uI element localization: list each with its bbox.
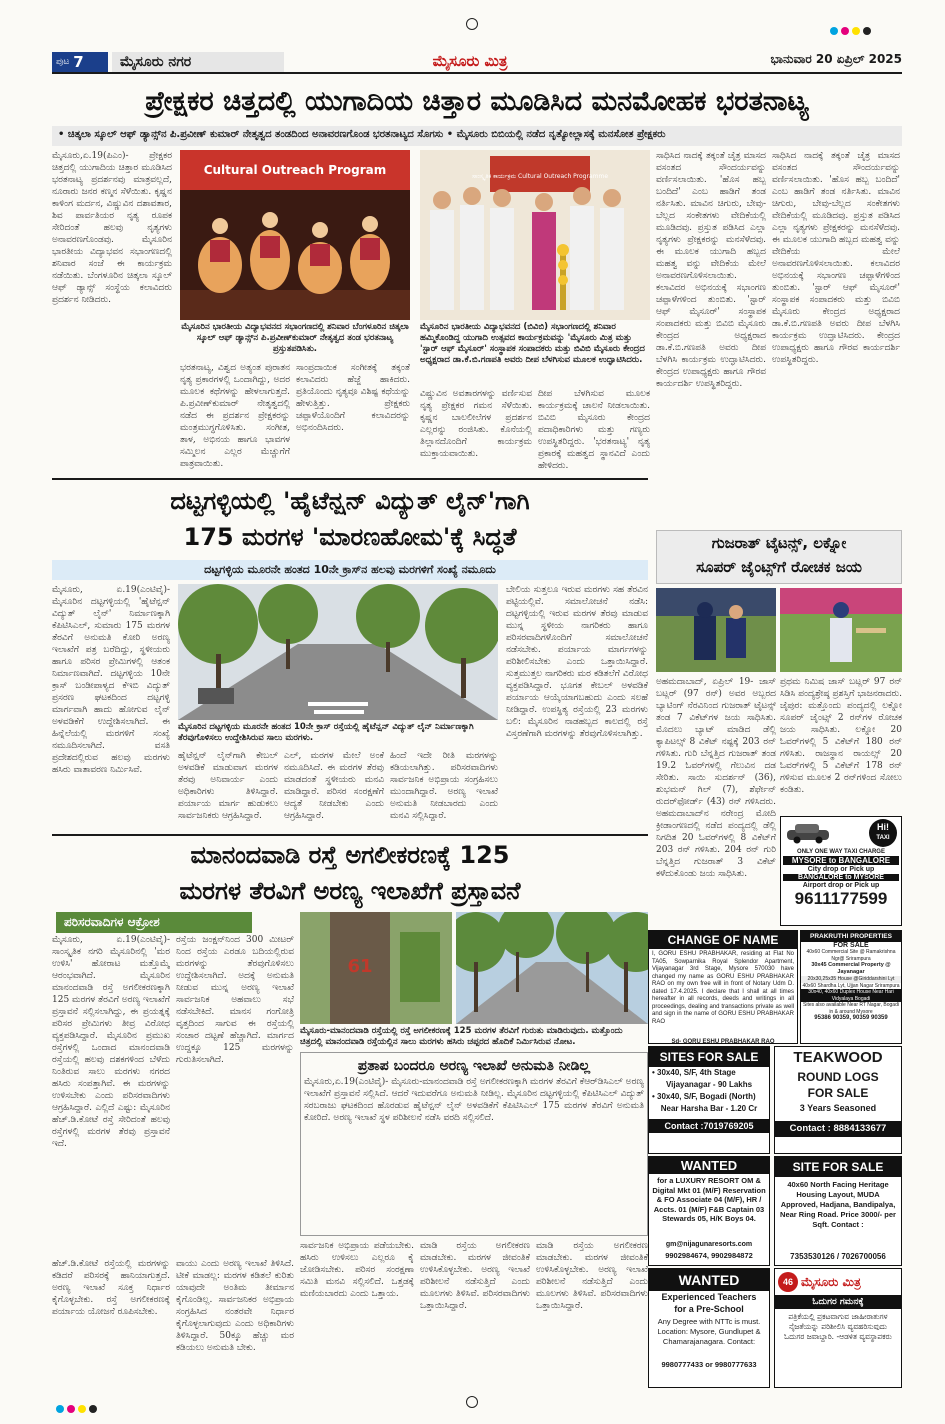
mitra-notice-head [775, 1269, 901, 1295]
cricket-photo-2-graphic [780, 588, 902, 672]
sports-headline-box [656, 530, 902, 584]
story2-column-3: ಹೈಟೆನ್ಷನ್ ಲೈನ್‌ಗಾಗಿ ಕೇಬಲ್ ಅಳವಡಿಕೆ ಮಾಡುವಾಗ ಮರಗಳ ತೆರವು ಅನಿವಾರ್ಯ ಎಂದು ಅಧಿಕಾರಿಗಳು ತಿಳಿಸಿದ್ದಾರೆ. ಪರ್ಯಾಯ ಮಾರ್ಗ ಹುಡುಕಲು ಸಾರ್ವಜನಿಕರು ಆಗ್ರಹಿಸಿದ್ದಾರೆ. [178, 751, 278, 821]
taxi-hi: Hi! [877, 822, 889, 832]
prakruthi-line-2: 30x45 Commercial Property @ Jayanagar [811, 962, 891, 975]
change-of-name-body: I, GORU ESHU PRABHAKAR, residing at Flat No TA05, Sowparnika Royal Splendor Apartment, Vijayanagar 3rd Stage, Mysore 570030 have changed my name as GORU ESHU PRABHAKAR RAO on my own free will in front of Notary Udm D. dated 17.4.2025. I declare that I shall at all times hereafter in all records, deeds and writings in all proceedings, dealing and transactions private as well and sign in the name of GORU ESHU PRABHAKAR RAO [652, 951, 794, 1025]
svg-text:61: 61 [347, 956, 373, 977]
prakruthi-title: PRAKRUTHI PROPERTIES [801, 931, 901, 942]
story3-headline-line-1: ಮಾನಂದವಾಡಿ ರಸ್ತೆ ಅಗಲೀಕರಣಕ್ಕೆ 125 [190, 841, 510, 869]
sites-for-sale-ad [648, 1046, 770, 1154]
registration-mark-bottom [466, 1396, 478, 1408]
story3-inner-headline: ಪ್ರತಾಪ ಬಂದರೂ ಅರಣ್ಯ ಇಲಾಖೆ ಅನುಮತಿ ನೀಡಿಲ್ಲ [357, 1058, 591, 1074]
site-for-sale-phone: 7353530126 / 7026700056 [790, 1252, 886, 1261]
story1-column-7: ಸಾಧಿಸಿದ ನಾದಕ್ಕೆ ತಕ್ಕಂತೆ ಚೈತ್ರ ಮಾಸದ ವಸಂತದ ಸೌಂದರ್ಯವನ್ನು ವರ್ಣಿಸಲಾಯಿತು. 'ಹೊಸ ಹಬ್ಬ ಬಂದಿದೆ' ಎಂಬ ಹಾಡಿಗೆ ತಂಡ ನರ್ತಿಸಿತು. ಮಾವಿನ ಚಿಗುರು, ಬೇವು-ಬೆಲ್ಲದ ಸಂಕೇತಗಳು ವೇದಿಕೆಯಲ್ಲಿ ಮೂಡಿದವು. ಪ್ರಸ್ತುತ ಪಡಿಸಿದ ಎಲ್ಲಾ ನೃತ್ಯಗಳು ಪ್ರೇಕ್ಷಕರನ್ನು ಮನಸೆಳೆದವು. ಈ ಮೂಲಕ ಯುಗಾದಿ ಹಬ್ಬದ ಮಹತ್ವ ವನ್ನು ವೇದಿಕೆಯ ಮೇಲೆ ಅನಾವರಣಗೊಳಿಸಲಾಯಿತು. ಕಲಾವಿದರ ಅಭಿನಯಕ್ಕೆ ಸಭಾಂಗಣ ಚಪ್ಪಾಳೆಗಳಿಂದ ತುಂಬಿತು. 'ಸ್ಟಾರ್ ಆಫ್ ಮೈಸೂರ್' ಸಂಸ್ಥಾಪಕ ಸಂಪಾದಕರು ಮತ್ತು ಬಿವಿಬಿ ಮೈಸೂರು ಕೇಂದ್ರದ ಅಧ್ಯಕ್ಷರಾದ ಡಾ.ಕೆ.ಬಿ.ಗಣಪತಿ ಅವರು ದೀಪ ಬೆಳಗಿಸಿ ಕಾರ್ಯಕ್ರಮ ಉದ್ಘಾಟಿಸಿದರು. ಕೇಂದ್ರದ ಉಪಾಧ್ಯಕ್ಷರು ಹಾಗೂ ಗೌರವ ಕಾರ್ಯದರ್ಶಿ ಉಪಸ್ಥಿತರಿದ್ದರು. [772, 151, 900, 365]
story2-column-1: ಮೈಸೂರು, ಏ.19(ಎಂಟಿವೈ)- ಮೈಸೂರಿನ ದಟ್ಟಗಳ್ಳಿಯಲ್ಲಿ 'ಹೈಟೆನ್ಷನ್ ವಿದ್ಯುತ್ ಲೈನ್' ನಿರ್ಮಾಣಕ್ಕಾಗಿ ಕೆಪಿಟಿಸಿಎಲ್, ಸುಮಾರು 175 ಮರಗಳ ತೆರವಿಗೆ ಅನುಮತಿ ಕೋರಿ ಅರಣ್ಯ ಇಲಾಖೆಗೆ ಪತ್ರ ಬರೆದಿದ್ದು, ಸ್ಥಳೀಯರು ಹಾಗೂ ಪರಿಸರ ಪ್ರೇಮಿಗಳಲ್ಲಿ ಆತಂಕ ನಿರ್ಮಾಣವಾಗಿದೆ. ದಟ್ಟಗಳ್ಳಿಯ 10ನೇ ಕ್ರಾಸ್ ಬಂಡೀಪಾಳ್ಯದ ಕೆಇಬಿ ವಿದ್ಯುತ್ ಪ್ರಸರಣ ಘಟಕದಿಂದ ದಟ್ಟಗಳ್ಳಿ ಮಾರ್ಗವಾಗಿ ಹಾದು ಹೋಗುವ ಲೈನ್ ಅಳವಡಿಕೆಗೆ ಉದ್ದೇಶಿಸಲಾಗಿದೆ. ಈ ಹಿನ್ನೆಲೆಯಲ್ಲಿ ಮರಗಳಿಗೆ ಸಂಖ್ಯೆ ನಮೂದಿಸಲಾಗಿದೆ. ವಸತಿ ಪ್ರದೇಶದಲ್ಲಿರುವ ಹಲವು ಮರಗಳು ಹಸಿರು ವಾತಾವರಣ ನಿರ್ಮಿಸಿವೆ. [52, 585, 170, 775]
wanted-teachers-ad [648, 1268, 770, 1388]
wanted-resort-phone: 9902984674, 9902984872 [665, 1251, 753, 1260]
story1-headline: ಪ್ರೇಕ್ಷಕರ ಚಿತ್ತದಲ್ಲಿ ಯುಗಾದಿಯ ಚಿತ್ತಾರ ಮೂಡಿಸಿದ ಮನಮೋಹಕ ಭರತನಾಟ್ಯ [145, 86, 809, 117]
teakwood-contact: Contact : 8884133677 [775, 1121, 901, 1137]
story3-headline-line-2: ಮರಗಳ ತೆರವಿಗೆ ಅರಣ್ಯ ಇಲಾಖೆಗೆ ಪ್ರಸ್ತಾವನೆ [179, 877, 521, 905]
wanted-resort-title: WANTED [649, 1157, 769, 1174]
prakruthi-sale: SALE [850, 942, 869, 949]
tree-mark-photo-graphic [300, 912, 452, 1024]
story1-column-1: ಮೈಸೂರು,ಏ.19(ಪಿಎಂ)- ಪ್ರೇಕ್ಷಕರ ಚಿತ್ತದಲ್ಲಿ ಯುಗಾದಿಯ ಚಿತ್ತಾರ ಮೂಡಿಸಿದ ಭರತನಾಟ್ಯ ಪ್ರದರ್ಶನವು ಮಾತ್ರವಲ್ಲದೆ, ನೂರಾರು ಜನರ ಕಣ್ಮನ ಸೆಳೆಯಿತು. ಕೃಷ್ಣನ ಕಾಳಿಂಗ ಮರ್ದನ, ವಿಷ್ಣುವಿನ ದಶಾವತಾರ, ಶಿವ ಪಾರ್ವತಿಯರ ನೃತ್ಯ ರೂಪಕ ಸೇರಿದಂತೆ ಹಲವು ನೃತ್ಯಗಳು ಅನಾವರಣಗೊಂಡವು. ಮೈಸೂರಿನ ಭಾರತೀಯ ವಿದ್ಯಾಭವನ ಸಭಾಂಗಣದಲ್ಲಿ ಶನಿವಾರ ಸಂಜೆ ಈ ಕಾರ್ಯಕ್ರಮ ನಡೆಯಿತು. ಬೆಂಗಳೂರಿನ ಚಿತ್ಕಲಾ ಸ್ಕೂಲ್ ಆಫ್ ಡ್ಯಾನ್ಸ್ ಸಂಸ್ಥೆಯ ಕಲಾವಿದರು ಪ್ರದರ್ಶನ ನೀಡಿದರು. [52, 151, 172, 305]
teakwood-line-3: 3 Years Seasoned [799, 1103, 877, 1113]
sites-item-1b: Vijayanagar - 90 Lakhs [665, 1080, 753, 1089]
site-for-sale-body: 40x60 North Facing Heritage Housing Layout, MUDA Approved, Hadjana, Bandipalya, Near Ring Road. Price 3000/- per Sqft. Contact : [780, 1180, 896, 1229]
wanted-teachers-line-2: for a Pre-School [674, 1304, 744, 1314]
prakruthi-for: FOR [833, 942, 849, 949]
inauguration-photo-graphic [420, 150, 650, 320]
prakruthi-properties-ad [800, 930, 902, 1044]
story3-column-6: ಮಾಡಿ ರಸ್ತೆಯ ಅಗಲೀಕರಣ ಮಾಡಬೇಕು. ಮರಗಳ ಜೀವಂತಿಕೆ ಉಳಿಸಿಕೊಳ್ಳಬೇಕು. ಅರಣ್ಯ ಇಲಾಖೆ ಪರಿಶೀಲನೆ ನಡೆಸುತ್ತಿದೆ ಎಂದು ಮೂಲಗಳು ತಿಳಿಸಿವೆ. ಪರಿಸರವಾದಿಗಳು ಒತ್ತಾಯಿಸಿದ್ದಾರೆ. [420, 1241, 530, 1311]
tree-canopy-photo-graphic [456, 912, 648, 1024]
inauguration-photo-caption: ಮೈಸೂರಿನ ಭಾರತೀಯ ವಿದ್ಯಾಭವನದ (ಬಿವಿಬಿ) ಸಭಾಂಗಣದಲ್ಲಿ ಶನಿವಾರ ಹಮ್ಮಿಕೊಂಡಿದ್ದ ಯುಗಾದಿ ಉತ್ಸವದ ಕಾರ್ಯಕ್ರಮವನ್ನು 'ಮೈಸೂರು ಮಿತ್ರ ಮತ್ತು 'ಸ್ಟಾರ್ ಆಫ್ ಮೈಸೂರ್' ಸಂಸ್ಥಾಪಕ ಸಂಪಾದಕರು ಮತ್ತು ಬಿವಿಬಿ ಮೈಸೂರು ಕೇಂದ್ರದ ಅಧ್ಯಕ್ಷರಾದ ಡಾ.ಕೆ.ಬಿ.ಗಣಪತಿ ಅವರು ದೀಪ ಬೆಳಗಿಸುವ ಮೂಲಕ ಉದ್ಘಾಟಿಸಿದರು. [420, 322, 645, 365]
story3-column-7: ಮಾಡಿ ರಸ್ತೆಯ ಅಗಲೀಕರಣ ಮಾಡಬೇಕು. ಮರಗಳ ಜೀವಂತಿಕೆ ಉಳಿಸಿಕೊಳ್ಳಬೇಕು. ಅರಣ್ಯ ಇಲಾಖೆ ಪರಿಶೀಲನೆ ನಡೆಸುತ್ತಿದೆ ಎಂದು ಮೂಲಗಳು ತಿಳಿಸಿವೆ. ಪರಿಸರವಾದಿಗಳು ಒತ್ತಾಯಿಸಿದ್ದಾರೆ. [536, 1241, 648, 1311]
taxi-line-5: Airport drop or Pick up [802, 882, 880, 889]
story3-column-5: ಸಾರ್ವಜನಿಕ ಅಭಿಪ್ರಾಯ ಪಡೆಯಬೇಕು. ಹಸಿರು ಉಳಿಸಲು ಎಲ್ಲರೂ ಕೈ ಜೋಡಿಸಬೇಕು. ಪರಿಸರ ಸಂರಕ್ಷಣಾ ಸಮಿತಿ ಮನವಿ ಸಲ್ಲಿಸಲಿದೆ. ಒತ್ತಡಕ್ಕೆ ಮಣಿಯಬಾರದು ಎಂದು ಒತ್ತಾಯ. [300, 1241, 414, 1299]
wanted-resort-ad [648, 1156, 770, 1266]
wanted-teachers-title: WANTED [649, 1269, 769, 1291]
story3-column-3: ಹೆಚ್.ಡಿ.ಕೋಟೆ ರಸ್ತೆಯಲ್ಲಿ ಮರಗಳನ್ನು ಕಡಿದರೆ ಪರಿಸರಕ್ಕೆ ಹಾನಿಯಾಗುತ್ತದೆ. ಅರಣ್ಯ ಇಲಾಖೆ ಸೂಕ್ತ ನಿರ್ಧಾರ ಕೈಗೊಳ್ಳಬೇಕು. ರಸ್ತೆ ಅಗಲೀಕರಣಕ್ಕೆ ಪರ್ಯಾಯ ಯೋಜನೆ ರೂಪಿಸಬೇಕು. [52, 1259, 170, 1317]
page-label: ಪುಟ [56, 57, 70, 67]
divider-1 [52, 478, 648, 480]
story3-column-4: ವಾಯು ಎಂದು ಅರಣ್ಯ ಇಲಾಖೆ ತಿಳಿಸಿದೆ. ಟೀಕೆ ಮಾಡಲ್ಲ: ಮರಗಳ ಕಡಿತಲೆ ಕುರಿತು ಯಾವುದೇ ಅಂತಿಮ ತೀರ್ಮಾನ ಕೈಗೊಂಡಿಲ್ಲ. ಸಾರ್ವಜನಿಕರ ಅಭಿಪ್ರಾಯ ಸಂಗ್ರಹಿಸಿದ ನಂತರವೇ ನಿರ್ಧಾರ ಕೈಗೊಳ್ಳಲಾಗುವುದು ಎಂದು ಅಧಿಕಾರಿಗಳು ತಿಳಿಸಿದ್ದಾರೆ. 50ಕ್ಕೂ ಹೆಚ್ಚು ಮರ ಕಡಿಯಲು ಅನುಮತಿ ಬೇಕು. [176, 1259, 294, 1353]
mysore-mitra-notice [774, 1268, 902, 1388]
story3-photo-caption: ಮೈಸೂರು-ಮಾನಂದವಾಡಿ ರಸ್ತೆಯಲ್ಲಿ ರಸ್ತೆ ಅಗಲೀಕರಣಕ್ಕೆ 125 ಮರಗಳ ತೆರವಿಗೆ ಗುರುತು ಮಾಡಿರುವುದು. ಮತ್ತೊಂದು ಚಿತ್ರದಲ್ಲಿ ಮಾನಂದವಾಡಿ ರಸ್ತೆಯಲ್ಲಿನ ಸಾಲು ಮರಗಳು ಹಸಿರು ಚಪ್ಪರದ ಹೊದಿಕೆ ನಿರ್ಮಿಸಿರುವ ನೋಟ. [300, 1026, 623, 1047]
masthead-logo: ಮೈಸೂರು ಮಿತ್ರ [432, 52, 508, 70]
wanted-teachers-line-1: Experienced Teachers [661, 1292, 757, 1302]
tree-road-photo-graphic [178, 584, 498, 720]
story3-column-2: ರಸ್ತೆಯ ಜಂಕ್ಷನ್‌ನಿಂದ 300 ಮೀಟರ್ ನಿಂದ ರಸ್ತೆಯ ಎರಡೂ ಬದಿಯಲ್ಲಿರುವ ಮರಗಳನ್ನು ತೆರವುಗೊಳಿಸಲು ಉದ್ದೇಶಿಸಲಾಗಿದೆ. ಅದಕ್ಕೆ ಅನುಮತಿ ನೀಡುವ ಮುನ್ನ ಅರಣ್ಯ ಇಲಾಖೆ ಸಾರ್ವಜನಿಕ ಅಹವಾಲು ಸಭೆ ನಡೆಸಬೇಕಿದೆ. ಮಾನಸ ಗಂಗೋತ್ರಿ ವೃತ್ತದಿಂದ ಸಾಗುವ ಈ ರಸ್ತೆಯಲ್ಲಿ ಸಂಚಾರ ದಟ್ಟಣೆ ಹೆಚ್ಚಾಗಿದೆ. ಮಾರ್ಗದ ಉದ್ದಕ್ಕೂ 125 ಮರಗಳನ್ನು ಗುರುತಿಸಲಾಗಿದೆ. [176, 935, 294, 1065]
tree-road-photo [178, 584, 498, 720]
dance-photo [180, 150, 410, 320]
page-number: 7 [73, 53, 84, 71]
wanted-resort-email: gm@nijagunaresorts.com [665, 1241, 753, 1248]
taxi-line-2: MYSORE to BANGALORE [783, 856, 899, 865]
dance-photo-caption: ಮೈಸೂರಿನ ಭಾರತೀಯ ವಿದ್ಯಾಭವನದ ಸಭಾಂಗಣದಲ್ಲಿ ಶನಿವಾರ ಬೆಂಗಳೂರಿನ ಚಿತ್ಕಲಾ ಸ್ಕೂಲ್ ಆಫ್ ಡ್ಯಾನ್ಸ್‌ನ ಪಿ.ಪ್ರವೀಣ್‌ಕುಮಾರ್ ನೇತೃತ್ವದ ತಂಡ ಭರತನಾಟ್ಯ ಪ್ರಸ್ತುತಪಡಿಸಿತು. [181, 322, 409, 354]
site-for-sale-title: SITE FOR SALE [775, 1157, 901, 1177]
taxi-hi-sub: TAXI [876, 835, 890, 841]
section-name: ಮೈಸೂರು ನಗರ [112, 52, 284, 72]
cricket-photo-2 [780, 588, 902, 672]
sites-item-2a: • 30x40, S/F, Bogadi (North) [652, 1092, 756, 1101]
dance-photo-banner: Cultural Outreach Program [203, 163, 387, 177]
prakruthi-line-4: 40x60 Shardha Lyt, Ujjan Nagar Srirampura [802, 982, 900, 989]
teakwood-title: TEAKWOOD [793, 1049, 883, 1066]
taxi-line-1: ONLY ONE WAY TAXI CHARGE [797, 849, 885, 855]
taxi-line-3: City drop or Pick up [807, 866, 875, 873]
mitra-notice-body: ಪತ್ರಿಕೆಯಲ್ಲಿ ಪ್ರಕಟವಾಗುವ ಜಾಹೀರಾತುಗಳ ನೈಜತೆಯನ್ನು ಪರಿಶೀಲಿಸಿ ವ್ಯವಹರಿಸುವುದು ಓದುಗರ ಜವಾಬ್ದಾರಿ. -ಆಡಳಿತ ವ್ಯವಸ್ಥಾಪಕರು [784, 1312, 892, 1341]
prakruthi-line-1: 40x60 Commercial Site @ Ramakrishna Ngr@ Srirampura [806, 949, 896, 962]
teakwood-ad [774, 1046, 902, 1154]
story1-column-4: ವಿಷ್ಣುವಿನ ಅವತಾರಗಳನ್ನು ವರ್ಣಿಸುವ ನೃತ್ಯ ಪ್ರೇಕ್ಷಕರ ಗಮನ ಸೆಳೆಯಿತು. ಕೃಷ್ಣನ ಬಾಲಲೀಲೆಗಳ ಪ್ರದರ್ಶನ ಎಲ್ಲರನ್ನು ರಂಜಿಸಿತು. ಕೊನೆಯಲ್ಲಿ ತಿಲ್ಲಾನದೊಂದಿಗೆ ಕಾರ್ಯಕ್ರಮ ಮುಕ್ತಾಯವಾಯಿತು. [420, 389, 532, 459]
mitra-years-badge: 46 [778, 1272, 798, 1292]
taxi-ad [780, 816, 902, 926]
story2-column-4: ಎಲ್, ಮರಗಳ ಮೇಲೆ ಅಂಕೆ ನಮೂದಿಸಿದೆ. ಈ ಮರಗಳ ತೆರವು ಮಾಡದಂತೆ ಸ್ಥಳೀಯರು ಮನವಿ ಮಾಡಿದ್ದಾರೆ. ಪರಿಸರ ಸಂರಕ್ಷಣೆಗೆ ಆದ್ಯತೆ ನೀಡಬೇಕು ಎಂದು ಆಗ್ರಹಿಸಿದ್ದಾರೆ. [284, 751, 384, 821]
teakwood-line-2: FOR SALE [807, 1086, 869, 1100]
taxi-ad-top [781, 817, 901, 849]
sites-contact: Contact :7019769205 [649, 1119, 769, 1133]
taxi-hi-badge [869, 819, 897, 847]
sports-headline-line-2: ಸೂಪರ್ ಜೈಂಟ್ಸ್‌ಗೆ ರೋಚಕ ಜಯ [696, 558, 862, 576]
page-number-badge [52, 52, 108, 72]
prakruthi-for-sale [801, 942, 901, 949]
story2-column-5: ಹಿಂದೆ ಇದೇ ರೀತಿ ಮರಗಳನ್ನು ಕಡಿಯಲಾಗಿತ್ತು. ಪರಿಸರವಾದಿಗಳು ಸಾರ್ವಜನಿಕ ಅಭಿಪ್ರಾಯ ಸಂಗ್ರಹಿಸಲು ಮುಂದಾಗಿದ್ದಾರೆ. ಅರಣ್ಯ ಇಲಾಖೆ ಅನುಮತಿ ನೀಡಬಾರದು ಎಂದು ಮನವಿ ಸಲ್ಲಿಸಿದ್ದಾರೆ. [390, 751, 498, 821]
dance-photo-graphic [180, 150, 410, 320]
wanted-resort-body: for a LUXURY RESORT OM & Digital Mkt 01 (M/F) Reservation & FO Associate 04 (M/F), HR / Accts. 01 (M/F) F&B Captain 03 Stewards 05, H/K Boys 04. [652, 1176, 766, 1223]
story2-column-2: ಬೇಲಿಯ ಸುತ್ತಲೂ ಇರುವ ಮರಗಳು ಸಹ ತೆರವಿನ ಪಟ್ಟಿಯಲ್ಲಿವೆ. ಸಮಾಲೋಚನೆ ನಡೆಸಿ: ದಟ್ಟಗಳ್ಳಿಯಲ್ಲಿ ಇರುವ ಮರಗಳ ತೆರವು ಮಾಡುವ ಮುನ್ನ ಸ್ಥಳೀಯ ನಾಗರಿಕರು ಹಾಗೂ ಪರಿಸರವಾದಿಗಳೊಂದಿಗೆ ಸಮಾಲೋಚನೆ ನಡೆಸಬೇಕು. ಪರ್ಯಾಯ ಮಾರ್ಗಗಳನ್ನು ಪರಿಶೀಲಿಸಬೇಕು ಎಂದು ಒತ್ತಾಯಿಸಿದ್ದಾರೆ. ಸುತ್ತಮುತ್ತಲ ನಾಗರಿಕರು ಮರ ಕಡಿತಲೆಗೆ ವಿರೋಧ ವ್ಯಕ್ತಪಡಿಸಿದ್ದಾರೆ. ಭೂಗತ ಕೇಬಲ್ ಅಳವಡಿಕೆ ಪರ್ಯಾಯ ಆಯ್ಕೆಯಾಗಬಹುದು ಎಂದು ಸಲಹೆ ನೀಡಿದ್ದಾರೆ. ಉಪಸ್ಥಿತ್ಯ ರಸ್ತೆಯಲ್ಲಿ 23 ಮರಗಳು ಬಲಿ: ಮೈಸೂರಿನ ನಾಡಹಬ್ಬದ ಕಾಲದಲ್ಲಿ ರಸ್ತೆ ವಿಸ್ತರಣೆಗಾಗಿ ಮರಗಳನ್ನು ತೆರವುಗೊಳಿಸಲಾಗಿತ್ತು. [506, 585, 648, 739]
site-for-sale-ad [774, 1156, 902, 1266]
prakruthi-line-6: Sites also available Near RT Nagar, Bogadi in & around Mysore [803, 1002, 899, 1015]
taxi-phone: 9611177599 [794, 889, 888, 908]
cricket-photo-1-graphic [656, 588, 776, 672]
sports-column-2: ಪ್ರಥಮ ನಿಮಿಷ ಜಾಸ್ ಬಟ್ಲರ್ 97 ರನ್ ಸಿಡಿಸಿ ಪಂದ್ಯಶ್ರೇಷ್ಠ ಪ್ರಶಸ್ತಿಗೆ ಭಾಜನರಾದರು. ಜೈಪುರ: ಮತ್ತೊಂದು ಪಂದ್ಯದಲ್ಲಿ ಲಕ್ನೋ ಸೂಪರ್ ಜೈಂಟ್ಸ್ 2 ರನ್‌ಗಳ ರೋಚಕ ಜಯ ಸಾಧಿಸಿತು. ಲಕ್ನೋ 20 ಓವರ್‌ಗಳಲ್ಲಿ 5 ವಿಕೆಟ್‌ಗೆ 180 ರನ್ ಗಳಿಸಿತು. ರಾಜಸ್ಥಾನ ರಾಯಲ್ಸ್ 20 ಓವರ್‌ಗಳಲ್ಲಿ 5 ವಿಕೆಟ್‌ಗೆ 178 ರನ್ ಗಳಿಸುವ ಮೂಲಕ 2 ರನ್‌ಗಳಿಂದ ಸೋಲು ಕಂಡಿತು. [780, 677, 902, 795]
story1-column-2: ಭರತನಾಟ್ಯ, ವಿಶ್ವದ ಅತ್ಯಂತ ಪುರಾತನ ನೃತ್ಯ ಪ್ರಕಾರಗಳಲ್ಲಿ ಒಂದಾಗಿದ್ದು, ಅದರ ಮೂಲಕ ಕಥೆಗಳನ್ನು ಹೇಳಲಾಗುತ್ತದೆ. ಪಿ.ಪ್ರವೀಣ್‌ಕುಮಾರ್ ನೇತೃತ್ವದಲ್ಲಿ ನಡೆದ ಈ ಪ್ರದರ್ಶನ ಪ್ರೇಕ್ಷಕರನ್ನು ಮಂತ್ರಮುಗ್ಧಗೊಳಿಸಿತು. ಸಂಗೀತ, ತಾಳ, ಅಭಿನಯ ಹಾಗೂ ಭಾವಗಳ ಸಮ್ಮಿಲನ ಎಲ್ಲರ ಮೆಚ್ಚುಗೆಗೆ ಪಾತ್ರವಾಯಿತು. [180, 363, 290, 469]
dateline: ಭಾನುವಾರ 20 ಏಪ್ರಿಲ್ 2025 [770, 52, 902, 66]
teakwood-line-1: ROUND LOGS [797, 1070, 879, 1084]
tree-mark-photo [300, 912, 452, 1024]
color-bar-top [830, 20, 874, 39]
inauguration-photo-banner: ಸಾಂಸ್ಕೃತಿಕ ಕಾರ್ಯಕ್ರಮ Cultural Outreach Programme [471, 173, 609, 180]
story3-tag: ಪರಿಸರವಾದಿಗಳ ಆಕ್ರೋಶ [56, 912, 252, 933]
prakruthi-phone: 95386 90359, 90359 90359 [814, 1015, 888, 1021]
story1-column-6: ಸಾಧಿಸಿದ ನಾದಕ್ಕೆ ತಕ್ಕಂತೆ ಚೈತ್ರ ಮಾಸದ ವಸಂತದ ಸೌಂದರ್ಯವನ್ನು ವರ್ಣಿಸಲಾಯಿತು. 'ಹೊಸ ಹಬ್ಬ ಬಂದಿದೆ' ಎಂಬ ಹಾಡಿಗೆ ತಂಡ ನರ್ತಿಸಿತು. ಮಾವಿನ ಚಿಗುರು, ಬೇವು-ಬೆಲ್ಲದ ಸಂಕೇತಗಳು ವೇದಿಕೆಯಲ್ಲಿ ಮೂಡಿದವು. ಪ್ರಸ್ತುತ ಪಡಿಸಿದ ಎಲ್ಲಾ ನೃತ್ಯಗಳು ಪ್ರೇಕ್ಷಕರನ್ನು ಮನಸೆಳೆದವು. ಈ ಮೂಲಕ ಯುಗಾದಿ ಹಬ್ಬದ ಮಹತ್ವ ವನ್ನು ವೇದಿಕೆಯ ಮೇಲೆ ಅನಾವರಣಗೊಳಿಸಲಾಯಿತು. ಕಲಾವಿದರ ಅಭಿನಯಕ್ಕೆ ಸಭಾಂಗಣ ಚಪ್ಪಾಳೆಗಳಿಂದ ತುಂಬಿತು. 'ಸ್ಟಾರ್ ಆಫ್ ಮೈಸೂರ್' ಸಂಸ್ಥಾಪಕ ಸಂಪಾದಕರು ಮತ್ತು ಬಿವಿಬಿ ಮೈಸೂರು ಕೇಂದ್ರದ ಅಧ್ಯಕ್ಷರಾದ ಡಾ.ಕೆ.ಬಿ.ಗಣಪತಿ ಅವರು ದೀಪ ಬೆಳಗಿಸಿ ಕಾರ್ಯಕ್ರಮ ಉದ್ಘಾಟಿಸಿದರು. ಕೇಂದ್ರದ ಉಪಾಧ್ಯಕ್ಷರು ಹಾಗೂ ಗೌರವ ಕಾರ್ಯದರ್ಶಿ ಉಪಸ್ಥಿತರಿದ್ದರು. [656, 151, 766, 389]
prakruthi-line-5: 30x40, 40x60 Duplex House Near Hari Vidyalaya Bogadi [801, 989, 901, 1002]
sites-item-2b: Near Harsha Bar - 1.20 Cr [660, 1104, 758, 1113]
story3-inner-box [300, 1052, 648, 1236]
sports-headline-line-1: ಗುಜರಾತ್ ಟೈಟನ್ಸ್, ಲಕ್ನೋ [711, 534, 847, 552]
color-bar-bottom [56, 1398, 100, 1417]
sites-for-sale-title: SITES FOR SALE [649, 1047, 769, 1067]
taxi-line-4: BANGALORE to MYSORE [783, 874, 899, 881]
car-icon [785, 822, 831, 844]
change-of-name-title: CHANGE OF NAME [649, 931, 797, 949]
wanted-teachers-line-3: Any Degree with NTTc is must. Location: Mysore, Gundlupet & Chamarajanagara. Contact: [657, 1317, 761, 1346]
story1-subhead: • ಚಿತ್ಕಲಾ ಸ್ಕೂಲ್ ಆಫ್ ಡ್ಯಾನ್ಸ್‌ನ ಪಿ.ಪ್ರವೀಣ್ ಕುಮಾರ್ ನೇತೃತ್ವದ ತಂಡದಿಂದ ಅನಾವರಣಗೊಂಡ ಭರತನಾಟ್ಯದ ಸೊಗಸು • ಮೈಸೂರು ಬಿಬಿಯಲ್ಲಿ ನಡೆದ ನೃತ್ಯೋಲ್ಲಾಸಕ್ಕೆ ಮನಸೋತ ಪ್ರೇಕ್ಷಕರು [52, 126, 902, 146]
story1-column-5: ದೀಪ ಬೆಳಗಿಸುವ ಮೂಲಕ ಕಾರ್ಯಕ್ರಮಕ್ಕೆ ಚಾಲನೆ ನೀಡಲಾಯಿತು. ಬಿವಿಬಿ ಮೈಸೂರು ಕೇಂದ್ರದ ಪದಾಧಿಕಾರಿಗಳು ಮತ್ತು ಗಣ್ಯರು ಉಪಸ್ಥಿತರಿದ್ದರು. 'ಭರತನಾಟ್ಯ' ನೃತ್ಯ ಪ್ರಕಾರಕ್ಕೆ ಮಹತ್ವದ ಸ್ಥಾನವಿದೆ ಎಂದು ಹೇಳಿದರು. [538, 389, 650, 471]
cricket-photo-1 [656, 588, 776, 672]
story3-column-1: ಮೈಸೂರು, ಏ.19(ಎಂಟಿವೈ)- ಸಾಂಸ್ಕೃತಿಕ ನಗರಿ ಮೈಸೂರಿನಲ್ಲಿ 'ಮರ ಉಳಿಸಿ' ಹೋರಾಟ ಮತ್ತೊಮ್ಮೆ ಆರಂಭವಾಗಿದೆ. ಮೈಸೂರಿನ ಮಾನಂದವಾಡಿ ರಸ್ತೆ ಅಗಲೀಕರಣಕ್ಕಾಗಿ 125 ಮರಗಳ ತೆರವಿಗೆ ಅರಣ್ಯ ಇಲಾಖೆಗೆ ಪ್ರಸ್ತಾವನೆ ಸಲ್ಲಿಸಲಾಗಿದ್ದು, ಈ ಪ್ರಯತ್ನಕ್ಕೆ ಪರಿಸರ ಪ್ರೇಮಿಗಳು ತೀವ್ರ ವಿರೋಧ ವ್ಯಕ್ತಪಡಿಸಿದ್ದಾರೆ. ಮೈಸೂರಿನ ಪ್ರಮುಖ ರಸ್ತೆಗಳಲ್ಲಿ ಒಂದಾದ ಮಾನಂದವಾಡಿ ರಸ್ತೆಯಲ್ಲಿ ಹಲವು ದಶಕಗಳಿಂದ ಬೆಳೆದು ನಿಂತಿರುವ ಸಾಲು ಮರಗಳು ನಗರದ ಹಸಿರು ಸಂಪತ್ತಾಗಿವೆ. ಈ ಮರಗಳನ್ನು ಉಳಿಸಬೇಕು ಎಂದು ಪರಿಸರವಾದಿಗಳು ಆಗ್ರಹಿಸಿದ್ದಾರೆ. ಎಲ್ಲಿದೆ ಎಷ್ಟು: ಮೈಸೂರಿನ ಹೆಚ್.ಡಿ.ಕೋಟೆ ರಸ್ತೆ ಸೇರಿದಂತೆ ಹಲವು ರಸ್ತೆಗಳಲ್ಲಿ ಮರಗಳ ತೆರವು ಪ್ರಸ್ತಾವನೆ ಇದೆ. [52, 935, 170, 1149]
sites-item-1a: • 30x40, S/F, 4th Stage [652, 1068, 736, 1077]
mitra-notice-title: ಮೈಸೂರು ಮಿತ್ರ [801, 1274, 861, 1289]
story2-subhead: ದಟ್ಟಗಳ್ಳಿಯ ಮೂರನೇ ಹಂತದ 10ನೇ ಕ್ರಾಸ್‌ನ ಹಲವು ಮರಗಳಿಗೆ ಸಂಖ್ಯೆ ನಮೂದು [52, 560, 648, 580]
wanted-teachers-phone: 9980777433 or 9980777633 [661, 1360, 757, 1369]
story2-headline-line-2: 175 ಮರಗಳ 'ಮಾರಣಹೋಮ'ಕ್ಕೆ ಸಿದ್ಧತೆ [183, 523, 517, 551]
inauguration-photo [420, 150, 650, 320]
story3-inner-body: ಮೈಸೂರು,ಏ.19(ಎಂಟಿವೈ)- ಮೈಸೂರು-ಮಾನಂದವಾಡಿ ರಸ್ತೆ ಅಗಲೀಕರಣಕ್ಕಾಗಿ ಮರಗಳ ತೆರವಿಗೆ ಕೆಆರ್‌ಡಿಸಿಎಲ್ ಅರಣ್ಯ ಇಲಾಖೆಗೆ ಪ್ರಸ್ತಾವನೆ ಸಲ್ಲಿಸಿದೆ. ಆದರೆ ಇದುವರೆಗೂ ಅನುಮತಿ ನೀಡಿಲ್ಲ. ಮೈಸೂರಿನ ದಟ್ಟಗಳ್ಳಿಯಲ್ಲಿ ಕೆಪಿಟಿಸಿಎಲ್ ವಿದ್ಯುತ್ ಸರಬರಾಜು ಘಟಕದಿಂದ ಹೊರಡುವ ಹೈಟೆನ್ಷನ್ ಲೈನ್ ಅಳವಡಿಕೆಗೆ ಕೆಪಿಟಿಸಿಎಲ್ 175 ಮರಗಳ ತೆರವಿಗೆ ಅನುಮತಿ ಕೋರಿದೆ. ಅರಣ್ಯ ಇಲಾಖೆ ಸ್ಥಳ ಪರಿಶೀಲನೆ ನಡೆಸಿ ವರದಿ ಸಲ್ಲಿಸಲಿದೆ. [304, 1077, 644, 1123]
change-of-name-ad [648, 930, 798, 1044]
registration-mark-top [466, 18, 478, 30]
tree-road-photo-caption: ಮೈಸೂರಿನ ದಟ್ಟಗಳ್ಳಿಯ ಮೂರನೇ ಹಂತದ 10ನೇ ಕ್ರಾಸ್ ರಸ್ತೆಯಲ್ಲಿ ಹೈಟೆನ್ಷನ್ ವಿದ್ಯುತ್ ಲೈನ್ ನಿರ್ಮಾಣಕ್ಕಾಗಿ ತೆರವುಗೊಳಿಸಲು ಉದ್ದೇಶಿಸಿರುವ ಸಾಲು ಮರಗಳು. [178, 722, 474, 743]
change-of-name-sign: Sd- GORU ESHU PRABHAKAR RAO [671, 1039, 775, 1044]
prakruthi-line-3: 20x30,25x35 House @Giriddarshini Lyt [801, 976, 901, 983]
story1-column-3: ಸಾಂಪ್ರದಾಯಿಕ ಸಂಗೀತಕ್ಕೆ ತಕ್ಕಂತೆ ಕಲಾವಿದರು ಹೆಜ್ಜೆ ಹಾಕಿದರು. ಪ್ರತಿಯೊಂದು ನೃತ್ಯವೂ ವಿಶಿಷ್ಟ ಕಥೆಯನ್ನು ಹೇಳುತ್ತಿತ್ತು. ಪ್ರೇಕ್ಷಕರು ಚಪ್ಪಾಳೆಯೊಂದಿಗೆ ಕಲಾವಿದರನ್ನು ಅಭಿನಂದಿಸಿದರು. [296, 363, 410, 433]
story2-headline-line-1: ದಟ್ಟಗಳ್ಳಿಯಲ್ಲಿ 'ಹೈಟೆನ್ಷನ್ ವಿದ್ಯುತ್ ಲೈನ್'ಗಾಗಿ [170, 487, 530, 515]
sports-column-1: ಅಹಮದಾಬಾದ್, ಏಪ್ರಿಲ್ 19- ಜಾಸ್ ಬಟ್ಲರ್ (97 ರನ್) ಅವರ ಅಬ್ಬರದ ಬ್ಯಾಟಿಂಗ್ ನೆರವಿನಿಂದ ಗುಜರಾತ್ ಟೈಟನ್ಸ್ ತಂಡ 7 ವಿಕೆಟ್‌ಗಳ ಜಯ ಸಾಧಿಸಿತು. ಮೊದಲು ಬ್ಯಾಟ್ ಮಾಡಿದ ಡೆಲ್ಲಿ ಕ್ಯಾಪಿಟಲ್ಸ್ 8 ವಿಕೆಟ್ ನಷ್ಟಕ್ಕೆ 203 ರನ್ ಗಳಿಸಿತು. ಗುರಿ ಬೆನ್ನತ್ತಿದ ಗುಜರಾತ್ ತಂಡ 19.2 ಓವರ್‌ಗಳಲ್ಲಿ ಗೆಲುವಿನ ದಡ ಸೇರಿತು. ಸಾಯಿ ಸುದರ್ಶನ್ (36), ಶುಭಮನ್ ಗಿಲ್ (7), ಶೆರ್ಫೇನ್ ರುದರ್‌ಫೋರ್ಡ್ (43) ರನ್ ಗಳಿಸಿದರು. ಅಹಮದಾಬಾದ್‌ನ ನರೇಂದ್ರ ಮೋದಿ ಕ್ರೀಡಾಂಗಣದಲ್ಲಿ ನಡೆದ ಪಂದ್ಯದಲ್ಲಿ ಡೆಲ್ಲಿ ನಿಗದಿತ 20 ಓವರ್‌ಗಳಲ್ಲಿ 8 ವಿಕೆಟ್‌ಗೆ 203 ರನ್ ಗಳಿಸಿತು. 204 ರನ್ ಗುರಿ ಬೆನ್ನತ್ತಿದ ಗುಜರಾತ್ 3 ವಿಕೆಟ್ ಕಳೆದುಕೊಂಡು ಜಯ ಸಾಧಿಸಿತು. [656, 677, 776, 879]
mitra-notice-sub: ಓದುಗರ ಗಮನಕ್ಕೆ [775, 1295, 901, 1309]
tree-canopy-photo [456, 912, 648, 1024]
